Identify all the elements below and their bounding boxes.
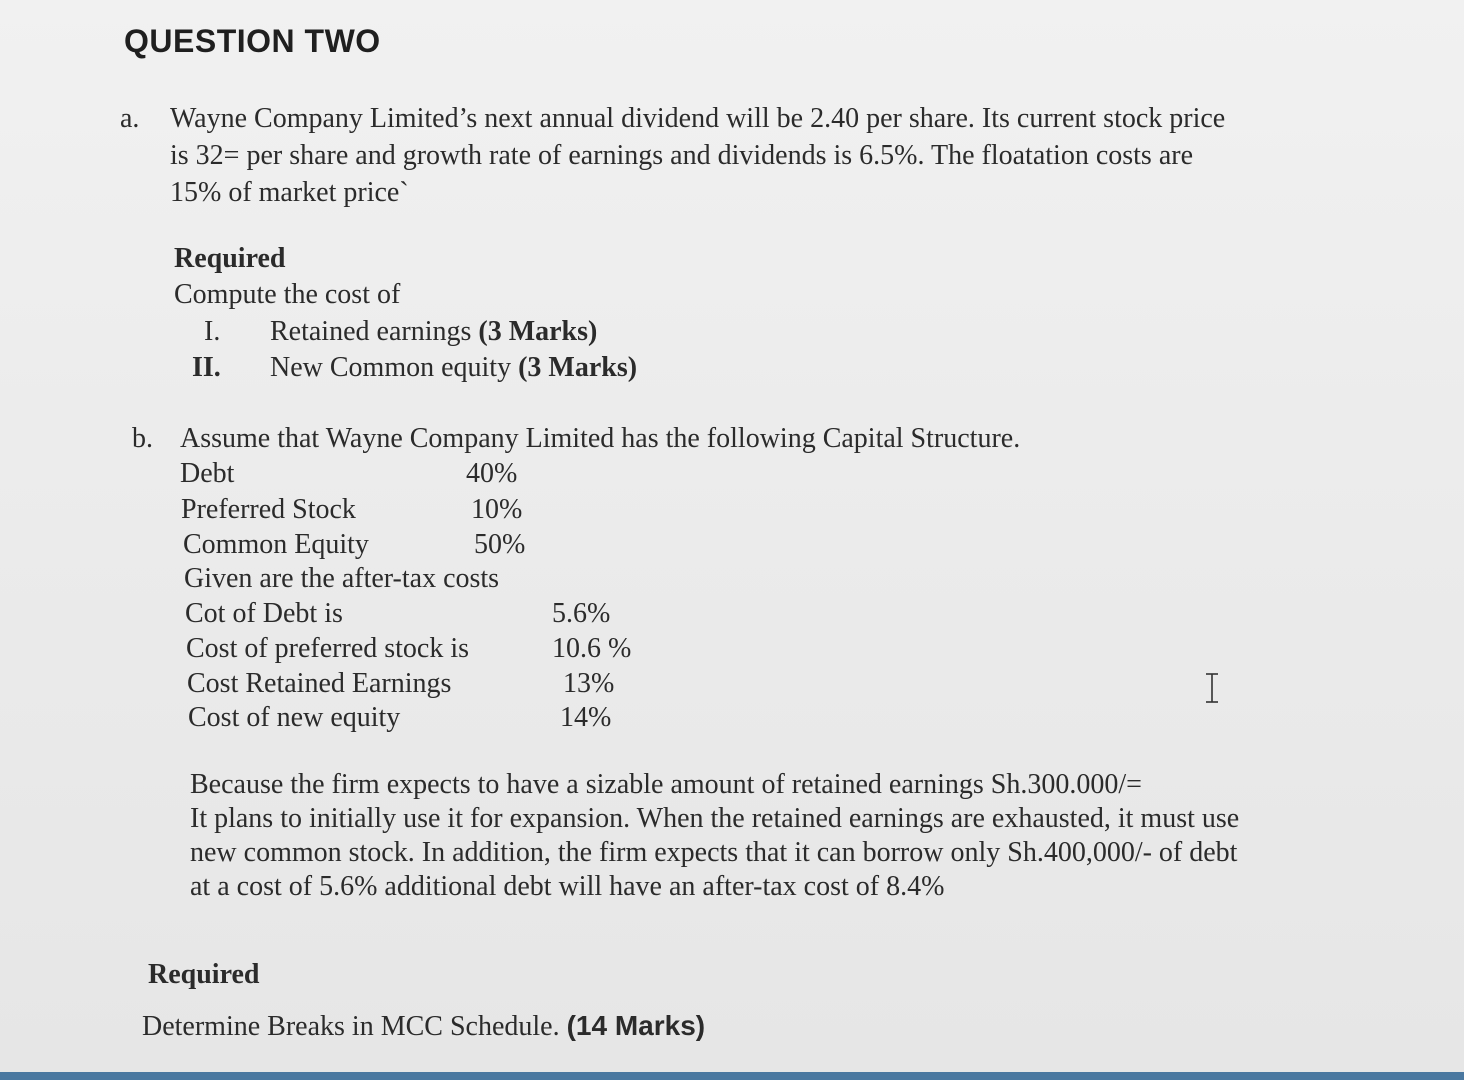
part-a-instruction: Compute the cost of [174, 279, 401, 310]
cost-retained-label: Cost Retained Earnings [187, 668, 452, 699]
structure-debt-label: Debt [180, 458, 235, 489]
item-1-marks: (3 Marks) [478, 316, 598, 347]
item-2-marks: (3 Marks) [518, 352, 638, 383]
cost-debt-label: Cot of Debt is [185, 598, 343, 629]
part-b-marker: b. [132, 423, 153, 454]
part-b-task [142, 1009, 705, 1044]
cost-preferred-value: 10.6 % [552, 633, 632, 664]
part-a-required-label: Required [174, 243, 286, 274]
structure-preferred-label: Preferred Stock [181, 494, 356, 525]
item-2-text: New Common equity [270, 352, 512, 383]
part-a-line-3: 15% of market price` [170, 177, 409, 208]
item-1-numeral: I. [204, 316, 221, 347]
item-2-numeral: II. [192, 352, 221, 383]
item-1-text: Retained earnings [270, 316, 472, 347]
structure-preferred-value: 10% [471, 494, 523, 525]
cost-new-equity-label: Cost of new equity [188, 702, 401, 733]
part-a-marker: a. [120, 103, 140, 134]
question-title: QUESTION TWO [124, 23, 381, 59]
part-a-line-1: Wayne Company Limited’s next annual dividend will be 2.40 per share. Its current stock price [170, 103, 1226, 134]
part-b-intro: Assume that Wayne Company Limited has the following Capital Structure. [180, 423, 1021, 454]
cost-new-equity-value: 14% [560, 702, 612, 733]
cost-preferred-label: Cost of preferred stock is [186, 633, 470, 664]
structure-common-label: Common Equity [183, 529, 369, 560]
part-b-required-label: Required [148, 959, 260, 990]
cost-debt-value: 5.6% [552, 598, 611, 629]
paragraph-line-1: Because the firm expects to have a sizable amount of retained earnings Sh.300.000/= [190, 769, 1142, 800]
costs-intro: Given are the after-tax costs [184, 563, 500, 594]
task-marks: (14 Marks) [566, 1010, 706, 1041]
part-a-line-2: is 32= per share and growth rate of earnings and dividends is 6.5%. The floatation costs are [170, 140, 1193, 171]
cost-retained-value: 13% [563, 668, 615, 699]
item-2 [270, 351, 637, 385]
item-1 [270, 315, 597, 349]
paragraph-line-3: new common stock. In addition, the firm expects that it can borrow only Sh.400,000/- of debt [190, 837, 1238, 868]
structure-debt-value: 40% [466, 458, 518, 489]
text-cursor-icon [1203, 672, 1221, 704]
window-bottom-edge [0, 1072, 1464, 1080]
task-text: Determine Breaks in MCC Schedule. [142, 1011, 560, 1042]
paragraph-line-2: It plans to initially use it for expansion. When the retained earnings are exhausted, it must use [190, 803, 1240, 834]
paragraph-line-4: at a cost of 5.6% additional debt will have an after-tax cost of 8.4% [190, 871, 945, 902]
structure-common-value: 50% [474, 529, 526, 560]
